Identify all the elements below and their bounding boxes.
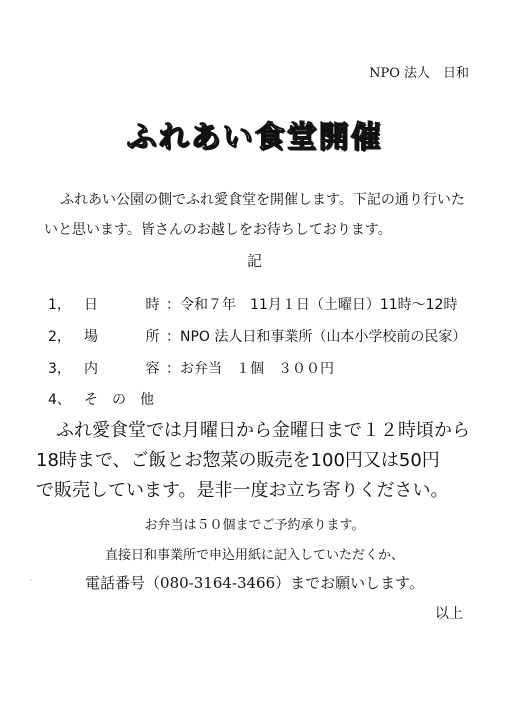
reservation-note: お弁当は５０個までご予約承ります。	[144, 518, 365, 533]
item-label: そ の 他	[84, 392, 154, 408]
emphasis-line: ふれ愛食堂では月曜日から金曜日まで１２時頃から	[56, 420, 470, 441]
item-value: お弁当 １個 ３００円	[180, 361, 334, 377]
intro-line: ふれあい公園の側でふれ愛食堂を開催します。下記の通り行いた	[60, 192, 465, 208]
detail-item-place	[48, 326, 466, 346]
item-number: 3，	[48, 361, 71, 377]
item-value: 令和７年 11月１日（土曜日）11時〜12時	[180, 297, 458, 313]
organization-name: NPO 法人 日和	[369, 66, 469, 81]
item-label: 内 容：	[84, 361, 180, 377]
ki-heading: 記	[246, 252, 262, 270]
intro-line: いと思います。皆さんのお越しをお待ちしております。	[44, 222, 392, 238]
item-number: 4、	[48, 392, 71, 408]
page-title: ふれあい食堂開催	[126, 120, 383, 155]
item-label: 場 所：	[84, 329, 180, 345]
detail-item-other	[48, 389, 154, 409]
intro-paragraph	[44, 185, 474, 245]
closing-mark: 以上	[435, 606, 463, 622]
emphasis-line: で販売しています。是非一度お立ち寄りください。	[36, 480, 449, 501]
application-note: 直接日和事業所で申込用紙に記入していただくか、	[104, 548, 404, 563]
item-number: 2，	[48, 329, 71, 345]
item-number: 1，	[48, 297, 71, 313]
item-label: 日 時：	[84, 297, 180, 313]
emphasis-paragraph	[36, 416, 476, 506]
emphasis-line: 18時まで、ご飯とお惣菜の販売を100円又は50円	[36, 450, 440, 471]
detail-item-content	[48, 358, 334, 378]
scan-speck: ·	[30, 576, 33, 585]
phone-note: 電話番号（080-3164-3466）までお願いします。	[85, 574, 424, 592]
detail-item-date	[48, 294, 457, 314]
item-value: NPO 法人日和事業所（山本小学校前の民家）	[180, 329, 467, 345]
